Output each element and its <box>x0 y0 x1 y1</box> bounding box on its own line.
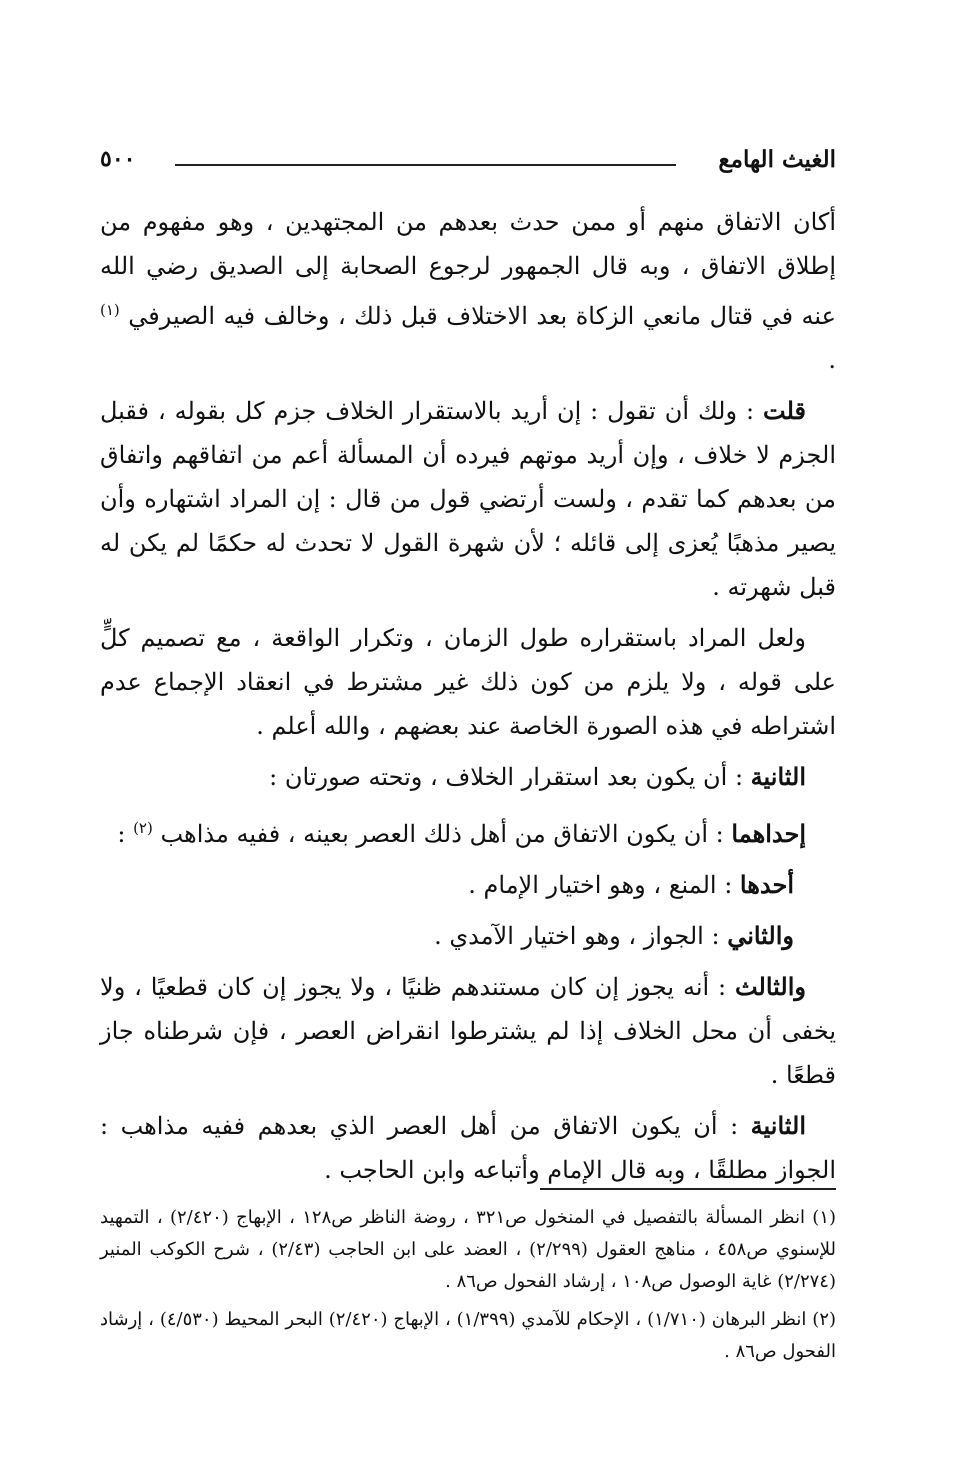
page-number: ٥٠٠ <box>100 146 136 172</box>
footnote-ref: (١) <box>100 301 120 319</box>
paragraph-text: : أنه يجوز إن كان مستندهم ظنيًا ، ولا يجوز إن كان قطعيًا ، ولا يخفى أن محل الخلاف إذا لم يشترطوا انقراض العصر ، فإن شرطناه جاز قطعًا . <box>100 973 836 1089</box>
main-text <box>100 200 836 1199</box>
paragraph <box>100 616 836 748</box>
paragraph <box>100 200 836 382</box>
paragraph <box>100 755 836 799</box>
paragraph-text: : أن يكون الاتفاق من أهل ذلك العصر بعينه ، ففيه مذاهب <box>160 820 732 848</box>
paragraph-text: : أن يكون الاتفاق من أهل العصر الذي بعدهم ففيه مذاهب : الجواز مطلقًا ، وبه قال الإمام وأتباعه وابن الحاجب . <box>100 1112 836 1184</box>
page-header <box>100 142 836 182</box>
paragraph <box>100 1104 836 1192</box>
footnote-ref: (٢) <box>133 819 153 837</box>
paragraph-lead: أحدها <box>739 870 794 899</box>
paragraph-text: : أن يكون بعد استقرار الخلاف ، وتحته صورتان : <box>269 763 751 791</box>
paragraph-lead: الثانية <box>750 762 806 791</box>
paragraph-text: ولعل المراد باستقراره طول الزمان ، وتكرار الواقعة ، مع تصميم كلٍّ على قوله ، ولا يلزم من كون ذلك غير مشترط في انعقاد الإجماع عدم اشتراطه في هذه الصورة الخاصة عند بعضهم ، والله أعلم . <box>100 624 837 740</box>
footnote: (٢) انظر البرهان (١/٧١٠) ، الإحكام للآمدي (١/٣٩٩) ، الإبهاج (٢/٤٢٠) البحر المحيط (٤/٥٣٠) ، إرشاد الفحول ص٨٦ . <box>100 1309 837 1362</box>
paragraph-lead: الثانية <box>750 1111 806 1140</box>
paragraph-text: أكان الاتفاق منهم أو ممن حدث بعدهم من المجتهدين ، وهو مفهوم من إطلاق الاتفاق ، وبه قال الجمهور لرجوع الصحابة إلى الصديق رضي الله عنه في قتال مانعي الزكاة بعد الاختلاف قبل ذلك ، وخالف فيه الصيرفي <box>100 208 836 330</box>
paragraph-lead: إحداهما <box>731 819 806 848</box>
footnote: (١) انظر المسألة بالتفصيل في المنخول ص٣٢١ ، روضة الناظر ص١٢٨ ، الإبهاج (٢/٤٢٠) ، التمهيد للإسنوي ص٤٥٨ ، مناهج العقول (٢/٢٩٩) ، العضد على ابن الحاجب (٢/٤٣) ، شرح الكوكب المنير (٢/٢٧٤) غاية الوصول ص١٠٨ ، إرشاد الفحول ص٨٦ . <box>100 1207 837 1292</box>
paragraph-lead: قلت <box>763 396 806 425</box>
running-title: الغيث الهامع <box>718 146 836 173</box>
paragraph-text: : ولك أن تقول : إن أريد بالاستقرار الخلاف جزم كل بقوله ، فقبل الجزم لا خلاف ، وإن أريد موتهم فيرده أن المسألة أعم من اتفاقهم واتفاق من بعدهم كما تقدم ، ولست أرتضي قول من قال : إن المراد اشتهاره وأن يصير مذهبًا يُعزى إلى قائله ؛ لأن شهرة القول لا تحدث له حكمًا لم يكن له قبل شهرته . <box>100 397 837 601</box>
paragraph-lead: والثاني <box>727 921 794 950</box>
paragraph <box>100 806 836 856</box>
paragraph <box>100 863 836 907</box>
paragraph-tail: . <box>828 346 836 374</box>
paragraph-tail: : <box>117 820 134 848</box>
paragraph <box>100 965 836 1097</box>
paragraph-text: : المنع ، وهو اختيار الإمام . <box>468 871 740 899</box>
paragraph <box>100 914 836 958</box>
paragraph <box>100 389 836 609</box>
header-rule <box>175 164 676 166</box>
paragraph-text: : الجواز ، وهو اختيار الآمدي . <box>434 922 728 950</box>
footnote-separator <box>540 1188 836 1190</box>
paragraph-lead: والثالث <box>734 972 806 1001</box>
footnotes <box>100 1202 836 1374</box>
